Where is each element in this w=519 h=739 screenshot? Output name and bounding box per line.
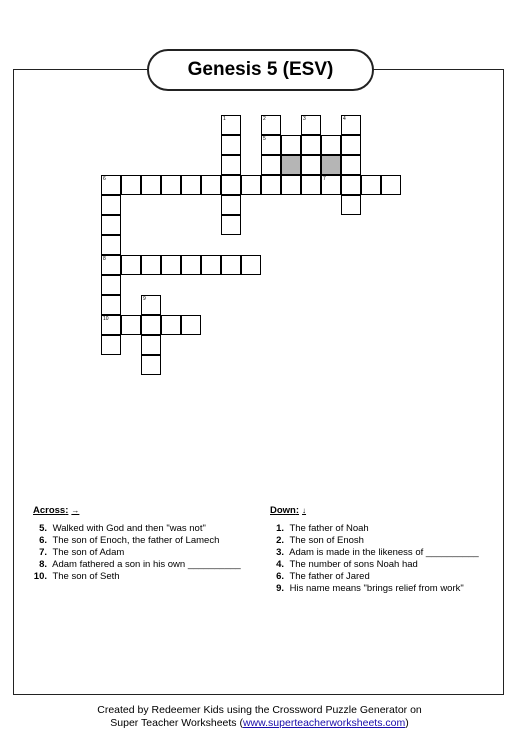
- footer-link[interactable]: www.superteacherworksheets.com: [242, 717, 406, 729]
- clue-text: Walked with God and then "was not": [50, 523, 206, 534]
- clue-text: Adam is made in the likeness of __________: [287, 547, 479, 558]
- grid-cell[interactable]: [281, 135, 301, 155]
- grid-cell[interactable]: [341, 195, 361, 215]
- grid-cell[interactable]: [161, 175, 181, 195]
- right-arrow-icon: →: [71, 506, 80, 515]
- grid-cell[interactable]: [261, 155, 281, 175]
- across-clue: [33, 571, 241, 583]
- cell-number: 9: [143, 296, 146, 302]
- clue-number: 4.: [276, 559, 284, 570]
- clue-number: 8.: [39, 559, 47, 570]
- grid-cell[interactable]: [121, 315, 141, 335]
- grid-cell[interactable]: [221, 215, 241, 235]
- grid-cell[interactable]: [281, 175, 301, 195]
- cell-number: 6: [103, 176, 106, 182]
- grid-cell[interactable]: [141, 355, 161, 375]
- clue-number: 10.: [33, 571, 47, 582]
- clue-text: The father of Noah: [287, 523, 369, 534]
- grid-cell[interactable]: [101, 275, 121, 295]
- grid-cell[interactable]: [261, 175, 281, 195]
- grid-cell[interactable]: [301, 155, 321, 175]
- cell-number: 4: [343, 116, 346, 122]
- shaded-cell[interactable]: [321, 155, 341, 175]
- down-clue: [270, 535, 479, 547]
- grid-cell[interactable]: [181, 175, 201, 195]
- clue-text: The number of sons Noah had: [287, 559, 418, 570]
- across-header: Across: →: [33, 505, 80, 516]
- grid-cell[interactable]: [241, 255, 261, 275]
- grid-cell[interactable]: [221, 155, 241, 175]
- grid-cell[interactable]: [361, 175, 381, 195]
- clue-number: 5.: [39, 523, 47, 534]
- cell-number: 2: [263, 116, 266, 122]
- clue-number: 6.: [276, 571, 284, 582]
- grid-cell[interactable]: [141, 175, 161, 195]
- grid-cell[interactable]: [341, 155, 361, 175]
- grid-cell[interactable]: [141, 315, 161, 335]
- cell-number: 1: [223, 116, 226, 122]
- grid-cell[interactable]: [341, 135, 361, 155]
- grid-cell[interactable]: [221, 115, 241, 135]
- grid-cell[interactable]: [341, 115, 361, 135]
- grid-cell[interactable]: [301, 115, 321, 135]
- grid-cell[interactable]: [261, 135, 281, 155]
- grid-cell[interactable]: [141, 295, 161, 315]
- grid-cell[interactable]: [201, 175, 221, 195]
- down-clue: [270, 583, 479, 595]
- grid-cell[interactable]: [221, 175, 241, 195]
- grid-cell[interactable]: [321, 135, 341, 155]
- down-clue: [270, 547, 479, 559]
- grid-cell[interactable]: [121, 255, 141, 275]
- clue-number: 6.: [39, 535, 47, 546]
- down-clue: [270, 559, 479, 571]
- grid-cell[interactable]: [101, 335, 121, 355]
- cell-number: 3: [303, 116, 306, 122]
- clue-text: The son of Seth: [50, 571, 120, 582]
- grid-cell[interactable]: [141, 255, 161, 275]
- down-header: Down: ↓: [270, 505, 307, 516]
- cell-number: 8: [103, 256, 106, 262]
- grid-cell[interactable]: [181, 255, 201, 275]
- grid-cell[interactable]: [301, 135, 321, 155]
- across-clue: [33, 559, 241, 571]
- cell-number: 7: [323, 176, 326, 182]
- grid-cell[interactable]: [241, 175, 261, 195]
- grid-cell[interactable]: [221, 255, 241, 275]
- across-clues: [33, 505, 241, 583]
- grid-cell[interactable]: [161, 255, 181, 275]
- clue-number: 7.: [39, 547, 47, 558]
- grid-cell[interactable]: [101, 175, 121, 195]
- clue-number: 1.: [276, 523, 284, 534]
- grid-cell[interactable]: [261, 115, 281, 135]
- grid-cell[interactable]: [381, 175, 401, 195]
- grid-cell[interactable]: [101, 255, 121, 275]
- grid-cell[interactable]: [101, 235, 121, 255]
- footer-line-1: Created by Redeemer Kids using the Crossword Puzzle Generator on: [97, 704, 422, 716]
- grid-cell[interactable]: [201, 255, 221, 275]
- grid-cell[interactable]: [301, 175, 321, 195]
- down-clues: [270, 505, 479, 595]
- clue-text: His name means "brings relief from work": [287, 583, 464, 594]
- clue-text: The son of Enosh: [287, 535, 364, 546]
- down-clue: [270, 523, 479, 535]
- clue-number: 2.: [276, 535, 284, 546]
- cell-number: 5: [263, 136, 266, 142]
- grid-cell[interactable]: [141, 335, 161, 355]
- clue-text: The son of Enoch, the father of Lamech: [50, 535, 220, 546]
- clue-text: The son of Adam: [50, 547, 125, 558]
- clue-number: 3.: [276, 547, 284, 558]
- across-clue: [33, 547, 241, 559]
- grid-cell[interactable]: [321, 175, 341, 195]
- clue-number: 9.: [276, 583, 284, 594]
- grid-cell[interactable]: [101, 315, 121, 335]
- grid-cell[interactable]: [221, 195, 241, 215]
- footer-line-2: Super Teacher Worksheets (www.superteacherworksheets.com): [110, 717, 409, 729]
- footer: [0, 704, 519, 730]
- puzzle-frame: [13, 69, 504, 695]
- grid-cell[interactable]: [101, 195, 121, 215]
- grid-cell[interactable]: [101, 215, 121, 235]
- grid-cell[interactable]: [161, 315, 181, 335]
- down-clue: [270, 571, 479, 583]
- grid-cell[interactable]: [181, 315, 201, 335]
- cell-number: 10: [103, 316, 109, 322]
- grid-cell[interactable]: [101, 295, 121, 315]
- clue-text: The father of Jared: [287, 571, 370, 582]
- clue-text: Adam fathered a son in his own __________: [50, 559, 241, 570]
- down-arrow-icon: ↓: [302, 506, 307, 515]
- across-clue: [33, 523, 241, 535]
- grid-cell[interactable]: [221, 135, 241, 155]
- across-clue: [33, 535, 241, 547]
- grid-cell[interactable]: [341, 175, 361, 195]
- shaded-cell[interactable]: [281, 155, 301, 175]
- page-title: Genesis 5 (ESV): [147, 49, 374, 91]
- grid-cell[interactable]: [121, 175, 141, 195]
